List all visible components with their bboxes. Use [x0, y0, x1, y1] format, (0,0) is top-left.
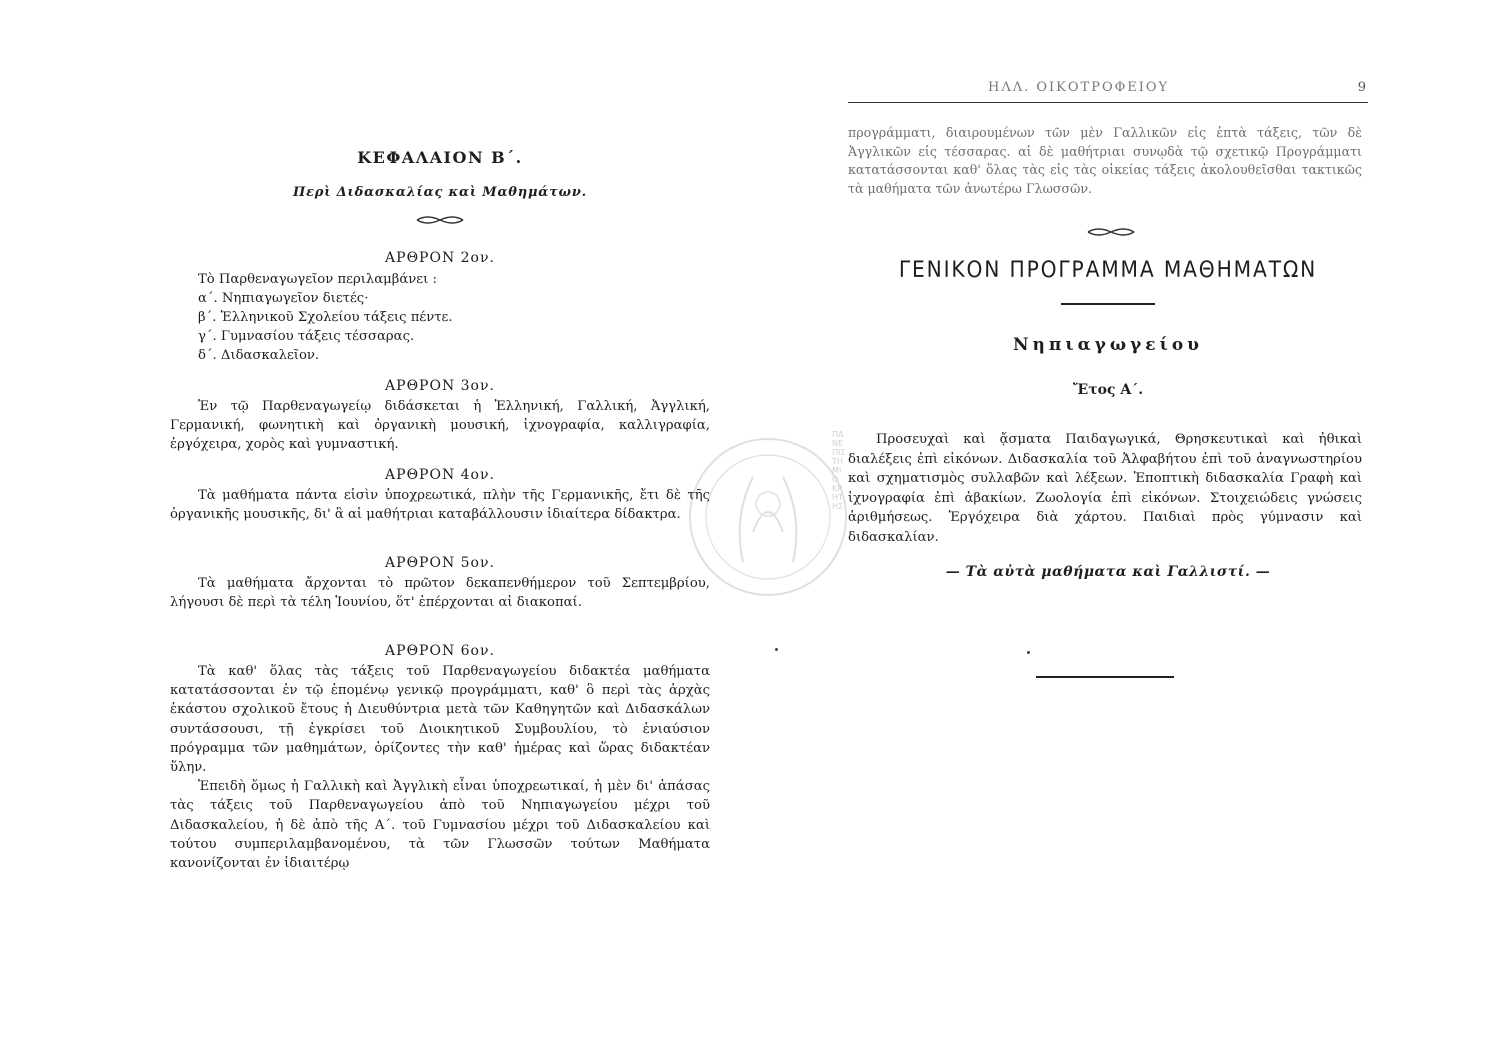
article-heading: ΑΡΘΡΟΝ 3ον. — [385, 378, 495, 394]
general-program-title: ΓΕΝΙΚΟΝ ΠΡΟΓΡΑΜΜΑ ΜΑΘΗΜΑΤΩΝ — [898, 258, 1318, 283]
chapter-subtitle: Περὶ Διδασκαλίας καὶ Μαθημάτων. — [293, 185, 587, 200]
article-4 — [170, 467, 710, 524]
chapter-title: ΚΕΦΑΛΑΙΟΝ Β΄. — [357, 148, 523, 167]
article-text: Τὰ μαθήματα πάντα εἰσὶν ὑποχρεωτικά, πλὴν τῆς Γερμανικῆς, ἔτι δὲ τῆς ὀργανικῆς μουσικῆς, δι' ἃ αἱ μαθήτριαι καταβάλλουσιν ἰδιαίτερα δίδακτρα. — [170, 488, 710, 523]
article-text-continued: Ἐπειδὴ ὅμως ἡ Γαλλικὴ καὶ Ἀγγλικὴ εἶναι ὑποχρεωτικαί, ἡ μὲν δι' ἁπάσας τὰς τάξεις τοῦ Παρθεναγωγείου ἀπὸ τοῦ Νηπιαγωγείου μέχρι τοῦ Διδασκαλείου, ἡ δὲ ἀπὸ τῆς Α΄. τοῦ Γυμνασίου μέχρι τοῦ Διδασκαλείου καὶ τούτου συμπεριλαμβανομένου, τὰ τῶν Γλωσσῶν τούτων Μαθήματα κανονίζονται ἐν ἰδιαιτέρῳ — [170, 779, 710, 872]
article-5 — [170, 555, 710, 612]
end-rule — [1036, 676, 1174, 678]
article-heading: ΑΡΘΡΟΝ 4ον. — [385, 467, 495, 483]
program-text: Προσευχαὶ καὶ ᾄσματα Παιδαγωγικά, Θρησκευτικαὶ καὶ ἠθικαὶ διαλέξεις ἐπὶ εἰκόνων. Διδασκαλία τοῦ Ἀλφαβήτου ἐπὶ τοῦ ἀναγνωστηρίου καὶ σχηματισμὸς συλλαβῶν καὶ λέξεων. Ἐποπτικὴ διδασκαλία Γραφὴ καὶ ἰχνογραφία ἐπὶ ἀβακίων. Ζωολογία ἐπὶ εἰκόνων. Στοιχειώδεις γνώσεις ἀριθμήσεως. Ἐργόχειρα διὰ χάρτου. Παιδιαὶ πρὸς γύμνασιν καὶ διδασκαλίαν. — [848, 432, 1362, 545]
list-item: δ΄. Διδασκαλεῖον. — [198, 348, 320, 363]
running-title: ΗΛΛ. ΟΙΚΟΤΡΟΦΕΙΟΥ — [988, 80, 1170, 95]
article-heading: ΑΡΘΡΟΝ 5ον. — [385, 555, 495, 571]
article-heading: ΑΡΘΡΟΝ 6ον. — [385, 643, 495, 659]
article-intro: Τὸ Παρθεναγωγεῖον περιλαμβάνει : — [198, 272, 437, 287]
list-item: β΄. Ἑλληνικοῦ Σχολείου τάξεις πέντε. — [198, 310, 453, 325]
article-heading: ΑΡΘΡΟΝ 2ον. — [385, 250, 495, 266]
article-text: Τὰ μαθήματα ἄρχονται τὸ πρῶτον δεκαπενθήμερον τοῦ Σεπτεμβρίου, λήγουσι δὲ περὶ τὰ τέλη Ἰουνίου, ὅτ' ἐπέρχονται αἱ διακοπαί. — [170, 576, 710, 611]
article-3 — [170, 378, 710, 455]
list-item: γ΄. Γυμνασίου τάξεις τέσσαρας. — [198, 329, 415, 344]
stamp-text: ΠΑΝΕΠΙΣΤΗΜΙΟ ΚΡΗΤΗΣ — [832, 430, 846, 511]
title-rule — [1061, 303, 1155, 305]
article-2 — [170, 250, 710, 365]
article-text: Ἐν τῷ Παρθεναγωγείῳ διδάσκεται ἡ Ἑλληνική, Γαλλική, Ἀγγλική, Γερμανική, φωνητικὴ καὶ ὀργανικὴ μουσική, ἰχνογραφία, καλλιγραφία, ἐργόχειρα, χορὸς καὶ γυμναστική. — [170, 399, 710, 453]
library-stamp-icon — [683, 412, 853, 622]
article-text: Τὰ καθ' ὅλας τὰς τάξεις τοῦ Παρθεναγωγείου διδακτέα μαθήματα κατατάσσονται ἐν τῷ ἑπομένῳ γενικῷ προγράμματι, καθ' ὃ περὶ τὰς ἀρχὰς ἑκάστου σχολικοῦ ἔτους ἡ Διευθύντρια μετὰ τῶν Καθηγητῶν καὶ Διδασκάλων συντάσσουσι, τῇ ἐγκρίσει τοῦ Διοικητικοῦ Συμβουλίου, τὸ ἐνιαύσιον πρόγραμμα τῶν μαθημάτων, ὁρίζοντες τὴν καθ' ἡμέρας καὶ ὥρας διδακτέαν ὕλην. — [170, 664, 710, 776]
page-number: 9 — [1357, 80, 1366, 95]
closing-line: — Τὰ αὐτὰ μαθήματα καὶ Γαλλιστί. — — [945, 564, 1271, 580]
list-item: α΄. Νηπιαγωγεῖον διετές· — [198, 291, 369, 306]
continuation-text: προγράμματι, διαιρουμένων τῶν μὲν Γαλλικῶν εἰς ἑπτὰ τάξεις, τῶν δὲ Ἀγγλικῶν εἰς τέσσαρας. αἱ δὲ μαθήτριαι συνῳδὰ τῷ σχετικῷ Προγράμματι κατατάσσονται καθ' ὅλας τὰς εἰς τὰς οἰκείας τάξεις ἀκολουθεῖσθαι τακτικῶς τὰ μαθήματα τῶν ἀνωτέρω Γλωσσῶν. — [848, 125, 1362, 196]
article-6 — [170, 643, 710, 873]
ink-speck — [775, 648, 778, 651]
year-title: Ἔτος Α΄. — [1072, 382, 1144, 398]
ornament-divider-icon — [415, 214, 465, 226]
ornament-divider-icon — [1086, 226, 1136, 238]
running-head — [848, 80, 1368, 103]
ink-speck — [1027, 651, 1030, 654]
section-title: Νηπιαγωγείου — [1013, 335, 1203, 355]
